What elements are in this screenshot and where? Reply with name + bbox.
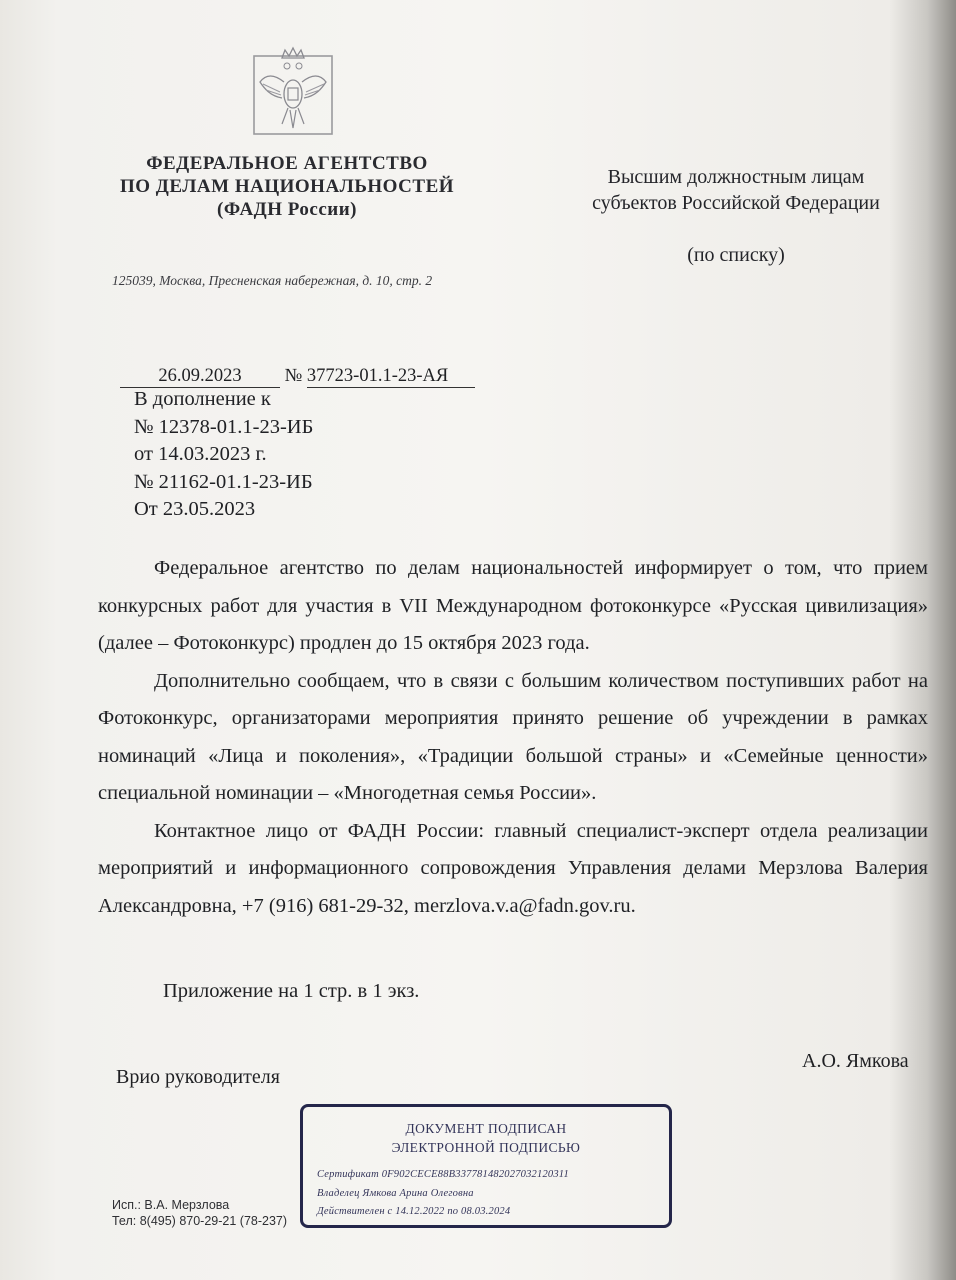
- registration-date: 26.09.2023: [120, 366, 280, 388]
- stamp-title-2: ЭЛЕКТРОННОЙ ПОДПИСЬЮ: [391, 1140, 581, 1155]
- body-paragraph-2: Дополнительно сообщаем, что в связи с большим количеством поступивших работ на Фотоконкурс, организаторами мероприятия принято решение об учреждении в рамках номинаций «Лица и поколения», «Традиции большой страны» и «Семейные ценности» специальной номинации – «Многодетная семья России».: [98, 669, 928, 804]
- recipient-line-2: субъектов Российской Федерации: [592, 192, 880, 214]
- agency-name: [92, 152, 482, 221]
- stamp-title-1: ДОКУМЕНТ ПОДПИСАН: [405, 1121, 567, 1136]
- reference-line-4: № 21162-01.1-23-ИБ: [134, 470, 313, 493]
- recipient-line-1: Высшим должностным лицам: [607, 166, 865, 188]
- reference-line-3: от 14.03.2023 г.: [134, 443, 267, 465]
- signer-position: Врио руководителя: [116, 1066, 280, 1088]
- stamp-validity: Действителен с 14.12.2022 по 08.03.2024: [317, 1206, 511, 1217]
- electronic-signature-stamp: [300, 1104, 672, 1228]
- reference-line-2: № 12378-01.1-23-ИБ: [134, 415, 314, 438]
- recipient-block: [556, 164, 916, 268]
- registration-number: 37723-01.1-23-АЯ: [307, 366, 475, 388]
- coat-of-arms-icon: [252, 44, 334, 136]
- registration-line: [120, 366, 475, 388]
- attachment-note: Приложение на 1 стр. в 1 экз.: [163, 980, 420, 1002]
- reference-block: [134, 386, 313, 524]
- body-paragraph-3: Контактное лицо от ФАДН России: главный специалист-эксперт отдела реализации мероприятий и информационного сопровождения Управления делами Мерзлова Валерия Александровна, +7 (916) 681-29-32, merzlova.v.a@fadn.gov.ru.: [98, 819, 928, 917]
- reference-line-1: В дополнение к: [134, 388, 271, 410]
- agency-line-2: ПО ДЕЛАМ НАЦИОНАЛЬНОСТЕЙ: [119, 176, 455, 197]
- stamp-owner: Владелец Ямкова Арина Олеговна: [317, 1188, 474, 1199]
- registration-number-sign: №: [284, 366, 303, 386]
- body-paragraph-1: Федеральное агентство по делам национальностей информирует о том, что прием конкурсных работ для участия в VII Международном фотоконкурсе «Русская цивилизация» (далее – Фотоконкурс) продлен до 15 октября 2023 года.: [98, 557, 928, 654]
- agency-address: 125039, Москва, Пресненская набережная, д. 10, стр. 2: [112, 273, 433, 288]
- agency-line-3: (ФАДН России): [217, 199, 357, 220]
- letter-body: [98, 550, 928, 925]
- stamp-certificate: Сертификат 0F902CECE88B337781482027032120311: [317, 1169, 569, 1180]
- agency-line-1: ФЕДЕРАЛЬНОЕ АГЕНТСТВО: [146, 153, 428, 174]
- signer-name: А.О. Ямкова: [802, 1050, 909, 1072]
- executor-name: Исп.: В.А. Мерзлова: [112, 1198, 230, 1212]
- executor-phone: Тел: 8(495) 870-29-21 (78-237): [112, 1214, 288, 1228]
- reference-line-5: От 23.05.2023: [134, 498, 256, 520]
- recipient-line-3: (по списку): [687, 244, 785, 266]
